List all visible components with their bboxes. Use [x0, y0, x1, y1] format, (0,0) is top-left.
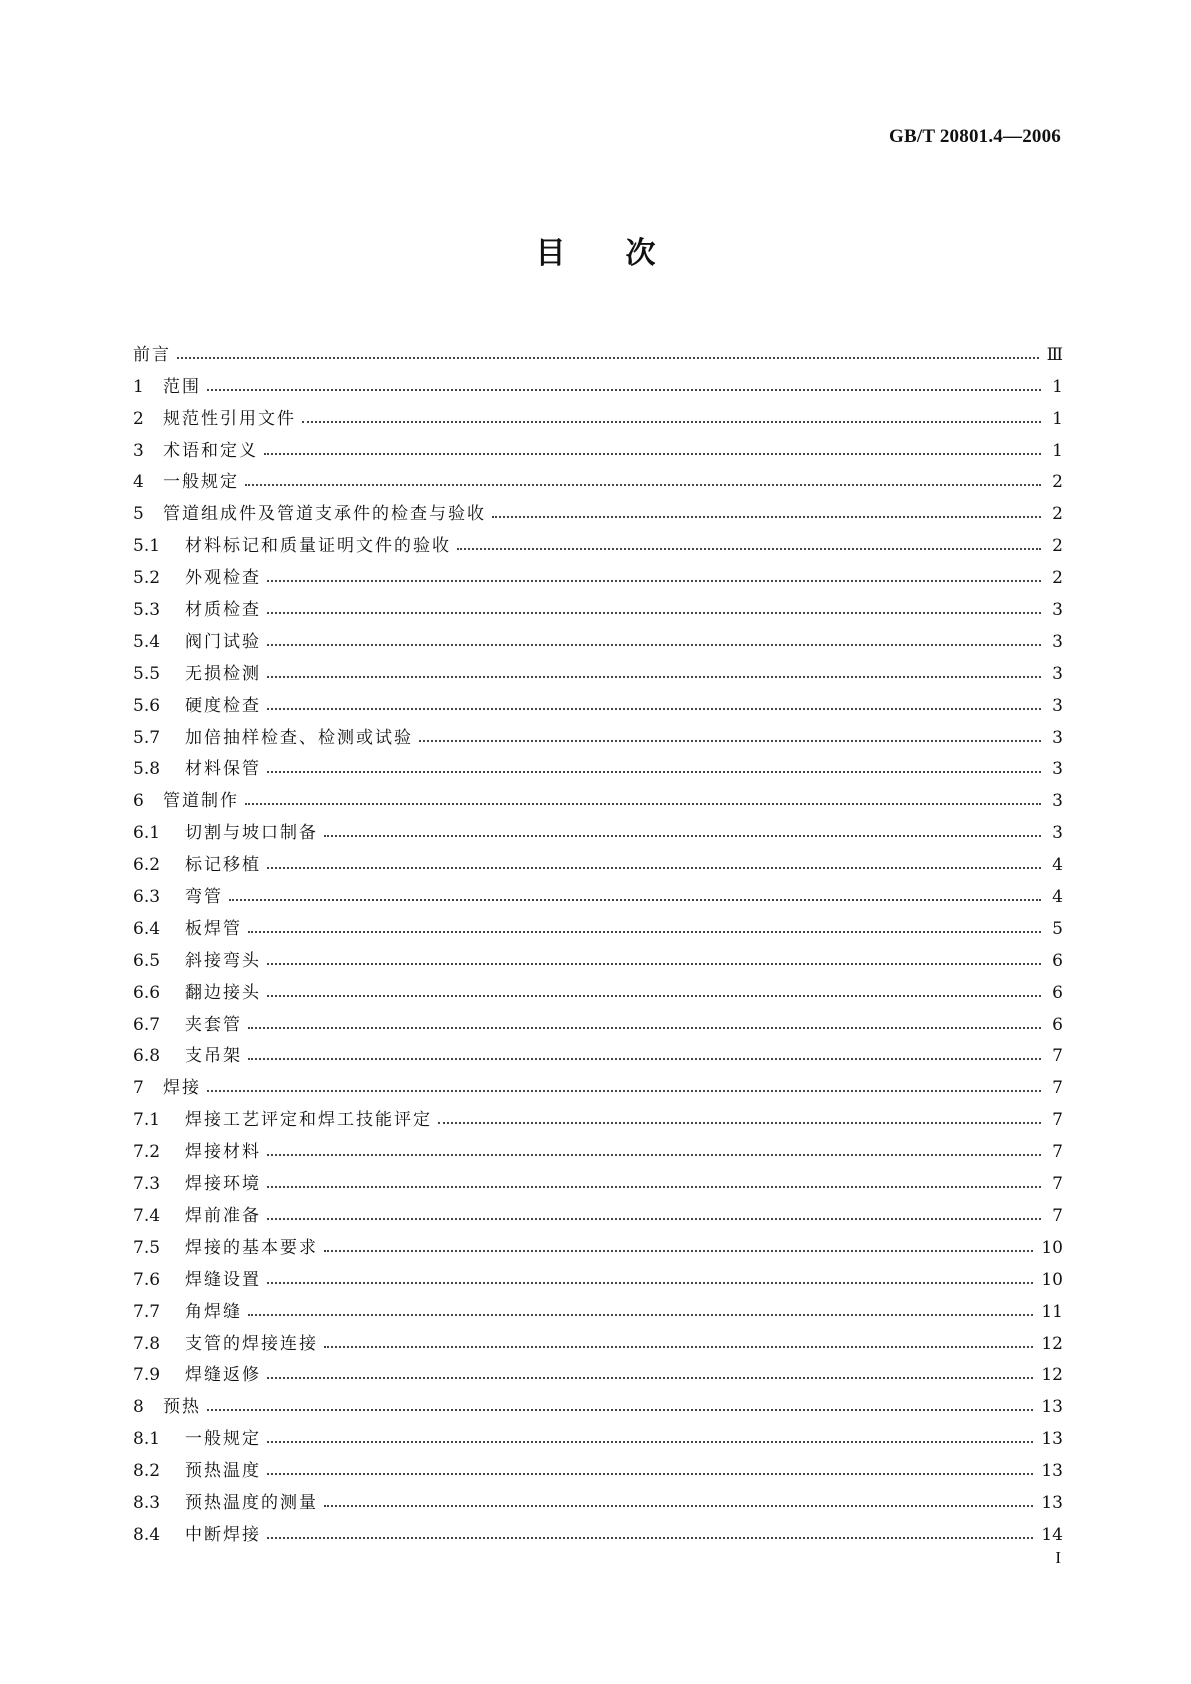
dot-leader: [438, 1122, 1041, 1124]
toc-entry[interactable]: [133, 907, 1063, 939]
toc-entry-title: 焊接: [163, 1078, 201, 1099]
dot-leader: [457, 548, 1041, 550]
toc-entry-page: 1: [1052, 376, 1063, 397]
toc-entry-title: 材料标记和质量证明文件的验收: [185, 536, 451, 557]
toc-entry[interactable]: [133, 684, 1063, 716]
dot-leader: [267, 963, 1041, 965]
toc-entry-title: 一般规定: [185, 1429, 261, 1450]
dot-leader: [267, 580, 1041, 582]
toc-entry-title: 翻边接头: [185, 982, 261, 1003]
toc-entry-number: 7.3: [133, 1174, 161, 1195]
toc-entry-title: 切割与坡口制备: [185, 823, 318, 844]
toc-entry[interactable]: [133, 875, 1063, 907]
toc-entry-page: 3: [1052, 695, 1063, 716]
toc-entry-number: 8.3: [133, 1492, 161, 1513]
toc-entry-title: 焊前准备: [185, 1205, 261, 1226]
dot-leader: [264, 453, 1041, 455]
toc-entry-title: 无损检测: [185, 663, 261, 684]
dot-leader: [248, 931, 1041, 933]
toc-entry[interactable]: [133, 461, 1063, 493]
toc-entry[interactable]: [133, 1513, 1063, 1545]
dot-leader: [267, 1537, 1033, 1539]
toc-entry-number: 6.3: [133, 887, 161, 908]
toc-entry[interactable]: [133, 429, 1063, 461]
toc-entry-page: 3: [1052, 823, 1063, 844]
dot-leader: [245, 484, 1041, 486]
toc-entry[interactable]: [133, 524, 1063, 556]
toc-entry-number: 6.6: [133, 982, 161, 1003]
toc-entry-title: 焊接的基本要求: [185, 1237, 318, 1258]
toc-entry-page: 13: [1041, 1492, 1063, 1513]
toc-entry-page: 12: [1041, 1365, 1063, 1386]
toc-entry-page: 3: [1052, 791, 1063, 812]
toc-entry[interactable]: [133, 492, 1063, 524]
toc-entry-page: 7: [1052, 1046, 1063, 1067]
dot-leader: [324, 1505, 1033, 1507]
title-char-2: 次: [625, 236, 656, 271]
toc-entry[interactable]: [133, 365, 1063, 397]
toc-entry-number: 5.5: [133, 663, 161, 684]
toc-entry-title: 预热温度: [185, 1461, 261, 1482]
toc-entry-number: 6.5: [133, 950, 161, 971]
toc-entry[interactable]: [133, 333, 1063, 365]
toc-entry-title: 焊接环境: [185, 1174, 261, 1195]
dot-leader: [248, 1027, 1041, 1029]
toc-entry-number: 6.7: [133, 1014, 161, 1035]
toc-entry-number: 7.6: [133, 1269, 161, 1290]
dot-leader: [419, 740, 1041, 742]
toc-entry-title: 外观检查: [185, 568, 261, 589]
toc-entry-number: 5.7: [133, 727, 161, 748]
toc-entry-number: 7.8: [133, 1333, 161, 1354]
dot-leader: [267, 1441, 1033, 1443]
toc-entry-number: 6: [133, 791, 144, 812]
toc-entry-page: 1: [1052, 408, 1063, 429]
toc-entry-page: 1: [1052, 440, 1063, 461]
toc-entry[interactable]: [133, 779, 1063, 811]
toc-entry[interactable]: [133, 939, 1063, 971]
toc-entry-page: 2: [1052, 536, 1063, 557]
dot-leader: [324, 835, 1041, 837]
toc-entry-page: 7: [1052, 1110, 1063, 1131]
dot-leader: [248, 1314, 1033, 1316]
toc-entry-title: 一般规定: [163, 472, 239, 493]
dot-leader: [267, 1218, 1041, 1220]
toc-entry[interactable]: [133, 1417, 1063, 1449]
toc-entry-page: 6: [1052, 1014, 1063, 1035]
toc-entry-title: 硬度检查: [185, 695, 261, 716]
toc-entry[interactable]: [133, 1354, 1063, 1386]
toc-entry-page: 10: [1041, 1269, 1063, 1290]
toc-entry-page: 10: [1041, 1237, 1063, 1258]
toc-entry[interactable]: [133, 716, 1063, 748]
title-char-1: 目: [535, 236, 566, 271]
toc-entry-page: 4: [1052, 855, 1063, 876]
dot-leader: [267, 1186, 1041, 1188]
toc-entry-number: 8.4: [133, 1524, 161, 1545]
toc-entry[interactable]: [133, 1035, 1063, 1067]
toc-entry-page: Ⅲ: [1046, 344, 1063, 365]
toc-entry-number: 7.5: [133, 1237, 161, 1258]
dot-leader: [267, 1282, 1033, 1284]
toc-entry-page: 2: [1052, 504, 1063, 525]
dot-leader: [229, 899, 1041, 901]
toc-entry-number: 6.1: [133, 823, 161, 844]
toc-entry-page: 3: [1052, 600, 1063, 621]
toc-entry[interactable]: [133, 1290, 1063, 1322]
dot-leader: [248, 1058, 1041, 1060]
toc-entry-title: 中断焊接: [185, 1524, 261, 1545]
dot-leader: [267, 612, 1041, 614]
toc-entry[interactable]: [133, 1481, 1063, 1513]
toc-entry[interactable]: [133, 1066, 1063, 1098]
toc-entry[interactable]: [133, 1226, 1063, 1258]
toc-entry-title: 板焊管: [185, 918, 242, 939]
toc-entry[interactable]: [133, 397, 1063, 429]
toc-entry-number: 7.2: [133, 1142, 161, 1163]
toc-entry-number: 8.2: [133, 1461, 161, 1482]
dot-leader: [267, 1154, 1041, 1156]
dot-leader: [267, 676, 1041, 678]
toc-entry-number: 2: [133, 408, 144, 429]
toc-entry-title: 标记移植: [185, 855, 261, 876]
dot-leader: [207, 389, 1041, 391]
toc-entry-page: 2: [1052, 472, 1063, 493]
toc-entry-title: 焊接工艺评定和焊工技能评定: [185, 1110, 432, 1131]
toc-entry-page: 3: [1052, 727, 1063, 748]
toc-entry-page: 6: [1052, 982, 1063, 1003]
toc-entry-number: 7.7: [133, 1301, 161, 1322]
toc-entry[interactable]: [133, 1194, 1063, 1226]
toc-entry[interactable]: [133, 843, 1063, 875]
toc-entry-number: 6.2: [133, 855, 161, 876]
toc-entry-page: 7: [1052, 1174, 1063, 1195]
dot-leader: [267, 708, 1041, 710]
toc-entry-title: 预热温度的测量: [185, 1492, 318, 1513]
toc-entry-title: 前言: [133, 344, 171, 365]
toc-entry-title: 范围: [163, 376, 201, 397]
toc-entry-number: 6.4: [133, 918, 161, 939]
toc-entry-number: 1: [133, 376, 144, 397]
toc-entry[interactable]: [133, 1130, 1063, 1162]
toc-entry-number: 8.1: [133, 1429, 161, 1450]
toc-entry[interactable]: [133, 588, 1063, 620]
toc-entry-title: 术语和定义: [163, 440, 258, 461]
dot-leader: [492, 516, 1041, 518]
toc-entry[interactable]: [133, 1258, 1063, 1290]
toc-entry-page: 6: [1052, 950, 1063, 971]
toc-entry-title: 角焊缝: [185, 1301, 242, 1322]
toc-entry-title: 阀门试验: [185, 631, 261, 652]
dot-leader: [267, 1473, 1033, 1475]
toc-entry[interactable]: [133, 1322, 1063, 1354]
toc-entry-title: 斜接弯头: [185, 950, 261, 971]
toc-entry[interactable]: [133, 652, 1063, 684]
dot-leader: [207, 1090, 1041, 1092]
toc-entry-page: 2: [1052, 568, 1063, 589]
toc-entry-title: 焊接材料: [185, 1142, 261, 1163]
toc-entry-number: 5.3: [133, 600, 161, 621]
toc-entry-number: 5.2: [133, 568, 161, 589]
dot-leader: [267, 867, 1041, 869]
toc-entry-title: 材料保管: [185, 759, 261, 780]
toc-entry-page: 7: [1052, 1078, 1063, 1099]
toc-entry-title: 管道组成件及管道支承件的检查与验收: [163, 504, 486, 525]
footer-page-number: I: [1055, 1548, 1061, 1567]
toc-entry-number: 5.1: [133, 536, 161, 557]
dot-leader: [324, 1346, 1033, 1348]
toc-entry-page: 13: [1041, 1429, 1063, 1450]
toc-entry[interactable]: [133, 748, 1063, 780]
toc-entry[interactable]: [133, 971, 1063, 1003]
toc-entry[interactable]: [133, 556, 1063, 588]
dot-leader: [324, 1250, 1033, 1252]
toc-entry-page: 13: [1041, 1461, 1063, 1482]
toc-entry-page: 3: [1052, 759, 1063, 780]
toc-entry-number: 3: [133, 440, 144, 461]
dot-leader: [267, 995, 1041, 997]
dot-leader: [267, 1377, 1033, 1379]
toc-entry-page: 7: [1052, 1205, 1063, 1226]
toc-entry-number: 5.6: [133, 695, 161, 716]
toc-entry-number: 5.8: [133, 759, 161, 780]
toc-entry-title: 焊缝返修: [185, 1365, 261, 1386]
toc-entry-page: 3: [1052, 663, 1063, 684]
toc-entry-page: 12: [1041, 1333, 1063, 1354]
toc-entry-title: 材质检查: [185, 600, 261, 621]
dot-leader: [302, 421, 1041, 423]
dot-leader: [177, 357, 1039, 359]
toc-entry-page: 13: [1041, 1397, 1063, 1418]
toc-entry-number: 7: [133, 1078, 144, 1099]
toc-entry[interactable]: [133, 620, 1063, 652]
dot-leader: [267, 644, 1041, 646]
toc-entry-page: 11: [1041, 1301, 1063, 1322]
table-of-contents: [133, 333, 1063, 1545]
toc-entry-title: 预热: [163, 1397, 201, 1418]
toc-entry-title: 夹套管: [185, 1014, 242, 1035]
toc-entry-number: 7.4: [133, 1205, 161, 1226]
toc-entry-page: 7: [1052, 1142, 1063, 1163]
toc-entry-title: 支吊架: [185, 1046, 242, 1067]
toc-entry-title: 焊缝设置: [185, 1269, 261, 1290]
toc-entry-title: 弯管: [185, 887, 223, 908]
toc-entry-number: 8: [133, 1397, 144, 1418]
toc-entry[interactable]: [133, 1385, 1063, 1417]
toc-entry-page: 4: [1052, 887, 1063, 908]
toc-entry-number: 4: [133, 472, 144, 493]
toc-entry-title: 支管的焊接连接: [185, 1333, 318, 1354]
toc-entry-number: 7.1: [133, 1110, 161, 1131]
toc-entry-number: 6.8: [133, 1046, 161, 1067]
dot-leader: [245, 803, 1041, 805]
toc-entry[interactable]: [133, 1098, 1063, 1130]
toc-entry-page: 14: [1041, 1524, 1063, 1545]
toc-entry-title: 规范性引用文件: [163, 408, 296, 429]
dot-leader: [267, 771, 1041, 773]
standard-code: GB/T 20801.4—2006: [889, 126, 1061, 147]
toc-entry[interactable]: [133, 1162, 1063, 1194]
toc-entry-page: 3: [1052, 631, 1063, 652]
toc-entry-number: 5.4: [133, 631, 161, 652]
page-title: [0, 228, 1191, 272]
toc-entry[interactable]: [133, 811, 1063, 843]
toc-entry-number: 7.9: [133, 1365, 161, 1386]
toc-entry[interactable]: [133, 1449, 1063, 1481]
toc-entry-page: 5: [1052, 918, 1063, 939]
toc-entry-title: 加倍抽样检查、检测或试验: [185, 727, 413, 748]
toc-entry-number: 5: [133, 504, 144, 525]
dot-leader: [207, 1409, 1033, 1411]
toc-entry[interactable]: [133, 1003, 1063, 1035]
toc-entry-title: 管道制作: [163, 791, 239, 812]
